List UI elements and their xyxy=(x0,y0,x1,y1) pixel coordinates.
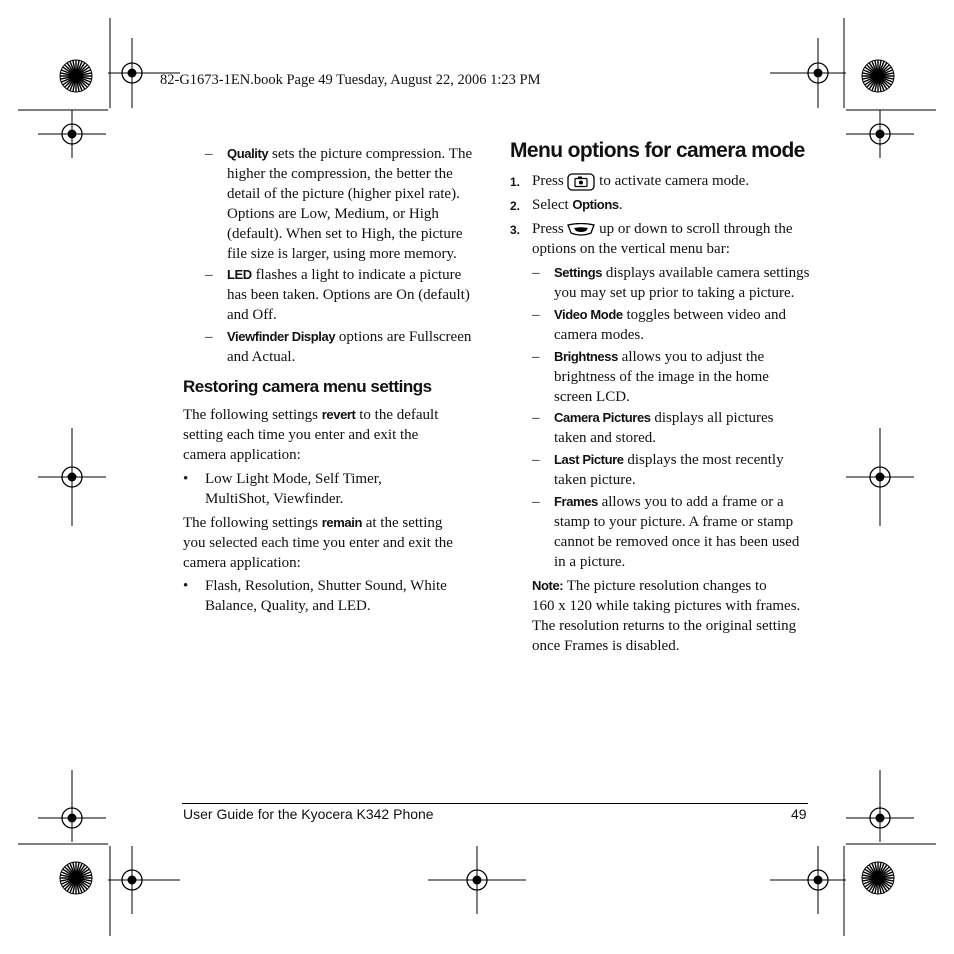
step-2 xyxy=(510,195,810,215)
text-line: displays all pictures xyxy=(650,410,774,426)
navigation-key-icon xyxy=(567,223,595,237)
text-line: allows you to adjust the xyxy=(617,349,765,365)
term-frames: Frames xyxy=(554,494,598,509)
footer-guide-title: User Guide for the Kyocera K342 Phone xyxy=(183,806,434,822)
text-line: setting each time you enter and exit the xyxy=(183,427,419,443)
term-remain: remain xyxy=(321,515,362,530)
text-line: once Frames is disabled. xyxy=(532,638,680,654)
term-quality: Quality xyxy=(227,146,269,161)
text-line: stamp to your picture. A frame or stamp xyxy=(554,514,794,530)
term-options: Options xyxy=(572,197,619,212)
term-video-mode: Video Mode xyxy=(554,307,623,322)
step-1 xyxy=(510,171,810,191)
text-line: toggles between video and xyxy=(622,307,787,323)
term-revert: revert xyxy=(321,407,356,422)
text-line: in a picture. xyxy=(554,554,626,570)
dash-marker: – xyxy=(205,267,213,283)
step-number: 1. xyxy=(510,175,521,189)
term-last-picture: Last Picture xyxy=(554,452,624,467)
text-line: you may set up prior to taking a picture. xyxy=(554,285,795,301)
text-line: cannot be removed once it has been used xyxy=(554,534,800,550)
term-led: LED xyxy=(227,267,252,282)
dash-marker: – xyxy=(532,265,540,281)
text-line: and Actual. xyxy=(227,349,296,365)
term-viewfinder-display: Viewfinder Display xyxy=(227,329,336,344)
text-span: to the default xyxy=(355,407,439,423)
bullet-marker: • xyxy=(183,578,189,594)
text-line: higher the compression, the better the xyxy=(227,166,453,182)
text-line: Low Light Mode, Self Timer, xyxy=(205,471,382,487)
text-span: The following settings xyxy=(183,515,322,531)
text-line: Options are Low, Medium, or High xyxy=(227,206,439,222)
text-line: allows you to add a frame or a xyxy=(597,494,784,510)
footer-rule xyxy=(182,803,808,804)
text-span: to activate camera mode. xyxy=(599,173,750,189)
text-line: camera application: xyxy=(183,555,301,571)
text-line: The resolution returns to the original setting xyxy=(532,618,797,634)
dash-marker: – xyxy=(532,452,540,468)
text-line: file size is larger, using more memory. xyxy=(227,246,457,262)
text-line: sets the picture compression. The xyxy=(268,146,473,162)
dash-marker: – xyxy=(532,494,540,510)
text-line: camera modes. xyxy=(554,327,644,343)
text-line: Balance, Quality, and LED. xyxy=(205,598,371,614)
text-line: (default). When set to High, the picture xyxy=(227,226,463,242)
dash-marker: – xyxy=(532,307,540,323)
note-label: Note: xyxy=(532,578,564,593)
dash-marker: – xyxy=(532,410,540,426)
text-line: camera application: xyxy=(183,447,301,463)
step-number: 2. xyxy=(510,199,521,213)
term-settings: Settings xyxy=(554,265,603,280)
term-camera-pictures: Camera Pictures xyxy=(554,410,651,425)
text-line: taken and stored. xyxy=(554,430,657,446)
term-brightness: Brightness xyxy=(554,349,618,364)
text-span: up or down to scroll through the xyxy=(599,221,793,237)
text-line: 160 x 120 while taking pictures with frames. xyxy=(532,598,801,614)
text-line: detail of the picture (higher pixel rate). xyxy=(227,186,460,202)
text-span: Press xyxy=(532,221,568,237)
page-number: 49 xyxy=(791,806,807,822)
text-line: options are Fullscreen xyxy=(335,329,472,345)
text-span: at the setting xyxy=(361,515,443,531)
page-title: Menu options for camera mode xyxy=(510,139,805,162)
book-info-header: 82-G1673-1EN.book Page 49 Tuesday, August 22, 2006 1:23 PM xyxy=(160,72,541,88)
camera-key-icon xyxy=(567,173,595,191)
text-line: The picture resolution changes to xyxy=(563,578,767,594)
text-line: displays the most recently xyxy=(623,452,784,468)
text-line: options on the vertical menu bar: xyxy=(532,241,730,257)
text-line: and Off. xyxy=(227,307,277,323)
dash-marker: – xyxy=(205,146,213,162)
text-span: The following settings xyxy=(183,407,322,423)
note-block xyxy=(532,576,812,656)
text-span: . xyxy=(618,197,623,213)
text-line: Flash, Resolution, Shutter Sound, White xyxy=(205,578,447,594)
text-line: displays available camera settings xyxy=(602,265,810,281)
text-line: has been taken. Options are On (default) xyxy=(227,287,470,303)
paragraph-remain xyxy=(183,513,483,573)
step-3 xyxy=(510,219,810,259)
text-line: brightness of the image in the home xyxy=(554,369,769,385)
step-number: 3. xyxy=(510,223,521,237)
text-line: screen LCD. xyxy=(554,389,630,405)
text-span: Select xyxy=(532,197,573,213)
paragraph-revert xyxy=(183,405,483,465)
section-title-restoring: Restoring camera menu settings xyxy=(183,377,432,396)
text-span: Press xyxy=(532,173,568,189)
text-line: you selected each time you enter and exit the xyxy=(183,535,453,551)
bullet-marker: • xyxy=(183,471,189,487)
text-line: taken picture. xyxy=(554,472,636,488)
dash-marker: – xyxy=(532,349,540,365)
text-line: MultiShot, Viewfinder. xyxy=(205,491,344,507)
dash-marker: – xyxy=(205,329,213,345)
text-line: flashes a light to indicate a picture xyxy=(251,267,462,283)
